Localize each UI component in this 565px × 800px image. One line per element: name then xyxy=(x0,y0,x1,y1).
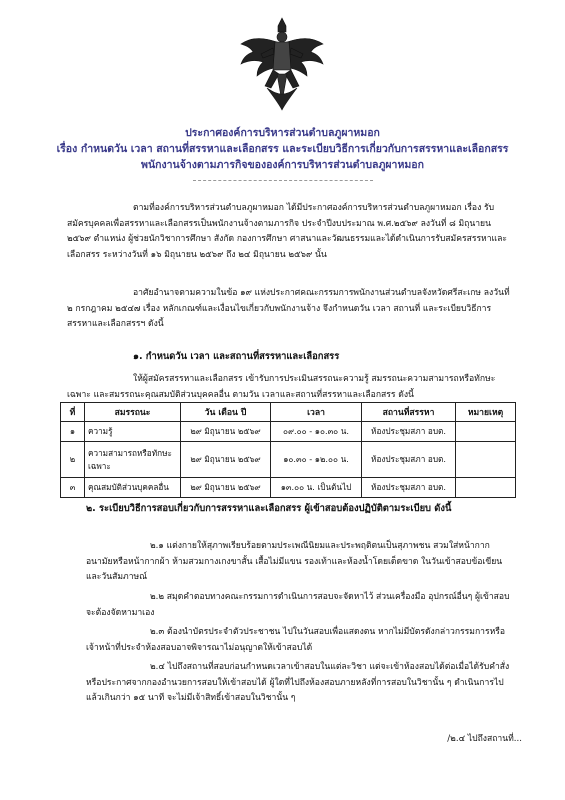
garuda-emblem-icon xyxy=(237,14,327,114)
table-cell: ๒๙ มิถุนายน ๒๕๖๙ xyxy=(181,478,271,498)
table-cell: ๑ xyxy=(61,422,85,442)
section-2-heading: ๒. ระเบียบวิธีการสอบเกี่ยวกับการสรรหาและเลือกสรร ผู้เข้าสอบต้องปฏิบัติตามระเบียบ ดังนี้ xyxy=(86,503,452,514)
table-cell: คุณสมบัติส่วนบุคคลอื่น xyxy=(85,478,181,498)
announcement-title: ประกาศองค์การบริหารส่วนตำบลภูผาหมอก xyxy=(185,127,380,139)
table-cell xyxy=(456,478,516,498)
column-header-competency: สมรรถนะ xyxy=(85,403,181,422)
table-cell: ๑๐.๓๐ - ๑๒.๐๐ น. xyxy=(271,442,362,478)
table-row xyxy=(61,442,516,478)
rule-2-4: ๒.๔ ไปถึงสถานที่สอบก่อนกำหนดเวลาเข้าสอบในแต่ละวิชา แต่จะเข้าห้องสอบได้ต่อเมื่อได้รับคำสั่ง หรือประกาศจากกองอำนวยการสอบให้เข้าสอบได้ ผู้ใดที่ไปถึงห้องสอบภายหลังที่การสอบในวิชานั้น ๆ ดำเนินการไปแล้วเกินกว่า ๑๕ นาที จะไม่มีเจ้าสิทธิ์เข้าสอบในวิชานั้น ๆ xyxy=(86,662,510,703)
table-cell: ห้องประชุมสภา อบต. xyxy=(362,478,456,498)
table-cell: ห้องประชุมสภา อบต. xyxy=(362,422,456,442)
page-continuation-note: /๒.๔ ไปถึงสถานที่... xyxy=(447,734,522,744)
column-header-time: เวลา xyxy=(271,403,362,422)
table-cell: ๒๙ มิถุนายน ๒๕๖๙ xyxy=(181,422,271,442)
rule-2-3: ๒.๓ ต้องนำบัตรประจำตัวประชาชน ไปในวันสอบเพื่อแสดงตน หากไม่มีบัตรดังกล่าวกรรมการหรือเจ้าหน้าที่ประจำห้องสอบอาจพิจารณาไม่อนุญาตให้เข้าสอบได้ xyxy=(86,627,506,653)
table-cell xyxy=(456,422,516,442)
table-cell: ๒ xyxy=(61,442,85,478)
column-header-number: ที่ xyxy=(61,403,85,422)
column-header-remarks: หมายเหตุ xyxy=(456,403,516,422)
column-header-venue: สถานที่สรรหา xyxy=(362,403,456,422)
table-cell xyxy=(456,442,516,478)
table-cell: ความสามารถหรือทักษะเฉพาะ xyxy=(85,442,181,478)
rule-2-1: ๒.๑ แต่งกายให้สุภาพเรียบร้อยตามประเพณีนิยมและประพฤติตนเป็นสุภาพชน สวมใส่หน้ากากอนามัยหรือหน้ากากผ้า ห้ามสวมกางเกงขาสั้น เสื้อไม่มีแขน รองเท้าและห้องน้ำโดยเด็ดขาด ในวันเข้าสอบข้อเขียน และวันสัมภาษณ์ xyxy=(86,541,503,582)
table-row xyxy=(61,478,516,498)
schedule-table xyxy=(60,402,516,498)
announcement-subject: เรื่อง กำหนดวัน เวลา สถานที่สรรหาและเลือกสรร และระเบียบวิธีการเกี่ยวกับการสรรหาและเลือกสรร xyxy=(56,143,509,155)
table-cell: ๓ xyxy=(61,478,85,498)
table-row xyxy=(61,422,516,442)
table-cell: ห้องประชุมสภา อบต. xyxy=(362,442,456,478)
title-divider-text: -------------------------------------------- xyxy=(193,174,289,181)
table-cell: ความรู้ xyxy=(85,422,181,442)
paragraph-background: ตามที่องค์การบริหารส่วนตำบลภูผาหมอก ได้มีประกาศองค์การบริหารส่วนตำบลภูผาหมอก เรื่อง รับสมัครบุคคลเพื่อสรรหาและเลือกสรรเป็นพนักงานจ้างตามภารกิจ ประจำปีงบประมาณ พ.ศ.๒๕๖๙ ลงวันที่ ๘ มิถุนายน ๒๕๖๙ ตำแหน่ง ผู้ช่วยนักวิชาการศึกษา สังกัด กองการศึกษา ศาสนาและวัฒนธรรมและได้ดำเนินการรับสมัครสรรหาและเลือกสรร ระหว่างวันที่ ๑๖ มิถุนายน ๒๕๖๙ ถึง ๒๔ มิถุนายน ๒๕๖๙ นั้น xyxy=(67,203,507,260)
table-cell: ๐๙.๐๐ - ๑๐.๓๐ น. xyxy=(271,422,362,442)
section-1-heading: ๑. กำหนดวัน เวลา และสถานที่สรรหาและเลือกสรร xyxy=(133,351,340,362)
table-cell: ๒๙ มิถุนายน ๒๕๖๙ xyxy=(181,442,271,478)
table-header-row xyxy=(61,403,516,422)
paragraph-authority: อาศัยอำนาจตามความในข้อ ๑๙ แห่งประกาศคณะกรรมการพนักงานส่วนตำบลจังหวัดศรีสะเกษ ลงวันที่ ๒ กรกฎาคม ๒๕๔๗ เรื่อง หลักเกณฑ์และเงื่อนไขเกี่ยวกับพนักงานจ้าง จึงกำหนดวัน เวลา สถานที่ และระเบียบวิธีการสรรหาและเลือกสรรฯ ดังนี้ xyxy=(67,288,510,329)
announcement-subject-continued: พนักงานจ้างตามภารกิจขององค์การบริหารส่วนตำบลภูผาหมอก xyxy=(141,159,424,171)
table-cell: ๑๓.๐๐ น. เป็นต้นไป xyxy=(271,478,362,498)
section-1-text: ให้ผู้สมัครสรรหาและเลือกสรร เข้ารับการประเมินสรรถนะความรู้ สมรรถนะความสามารถหรือทักษะเฉพาะ และสมรรถนะคุณสมบัติส่วนบุคคลอื่น ตามวัน เวลาและสถานที่สรรหาและเลือกสรร ดังนี้ xyxy=(67,374,496,400)
column-header-date: วัน เดือน ปี xyxy=(181,403,271,422)
rule-2-2: ๒.๒ สมุดคำตอบทางคณะกรรมการดำเนินการสอบจะจัดหาไว้ ส่วนเครื่องมือ อุปกรณ์อื่นๆ ผู้เข้าสอบจะต้องจัดหามาเอง xyxy=(86,592,510,618)
